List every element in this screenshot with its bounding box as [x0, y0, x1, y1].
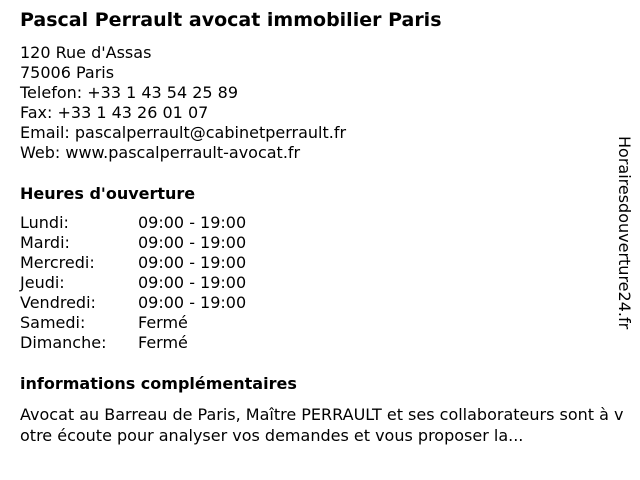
- page-title: Pascal Perrault avocat immobilier Paris: [20, 9, 442, 31]
- contact-phone: Telefon: +33 1 43 54 25 89: [20, 83, 239, 102]
- hours-row-sunday: [20, 333, 246, 353]
- hours-row-friday: [20, 293, 246, 313]
- day-time: 09:00 - 19:00: [138, 293, 247, 312]
- opening-hours-list: [20, 213, 246, 353]
- day-label: Samedi:: [20, 313, 86, 332]
- day-time: 09:00 - 19:00: [138, 233, 247, 252]
- hours-row-wednesday: [20, 253, 246, 273]
- contact-block: [20, 43, 346, 163]
- site-watermark: Horairesdouverture24.fr: [615, 136, 634, 330]
- hours-row-tuesday: [20, 233, 246, 253]
- day-label: Lundi:: [20, 213, 69, 232]
- day-time: 09:00 - 19:00: [138, 213, 247, 232]
- info-description: Avocat au Barreau de Paris, Maître PERRAULT et ses collaborateurs sont à votre écoute pour analyser vos demandes et vous proposer la...: [20, 405, 624, 445]
- contact-street: 120 Rue d'Assas: [20, 43, 152, 62]
- hours-row-monday: [20, 213, 246, 233]
- hours-row-saturday: [20, 313, 246, 333]
- info-heading: informations complémentaires: [20, 374, 297, 393]
- day-label: Mercredi:: [20, 253, 95, 272]
- day-time: 09:00 - 19:00: [138, 273, 247, 292]
- day-label: Mardi:: [20, 233, 70, 252]
- day-label: Vendredi:: [20, 293, 96, 312]
- hours-heading: Heures d'ouverture: [20, 184, 196, 203]
- day-label: Jeudi:: [20, 273, 65, 292]
- day-time: 09:00 - 19:00: [138, 253, 247, 272]
- contact-fax: Fax: +33 1 43 26 01 07: [20, 103, 209, 122]
- hours-row-thursday: [20, 273, 246, 293]
- day-label: Dimanche:: [20, 333, 107, 352]
- contact-city: 75006 Paris: [20, 63, 115, 82]
- day-time: Fermé: [138, 333, 188, 352]
- contact-email: Email: pascalperrault@cabinetperrault.fr: [20, 123, 347, 142]
- contact-web: Web: www.pascalperrault-avocat.fr: [20, 143, 301, 162]
- day-time: Fermé: [138, 313, 188, 332]
